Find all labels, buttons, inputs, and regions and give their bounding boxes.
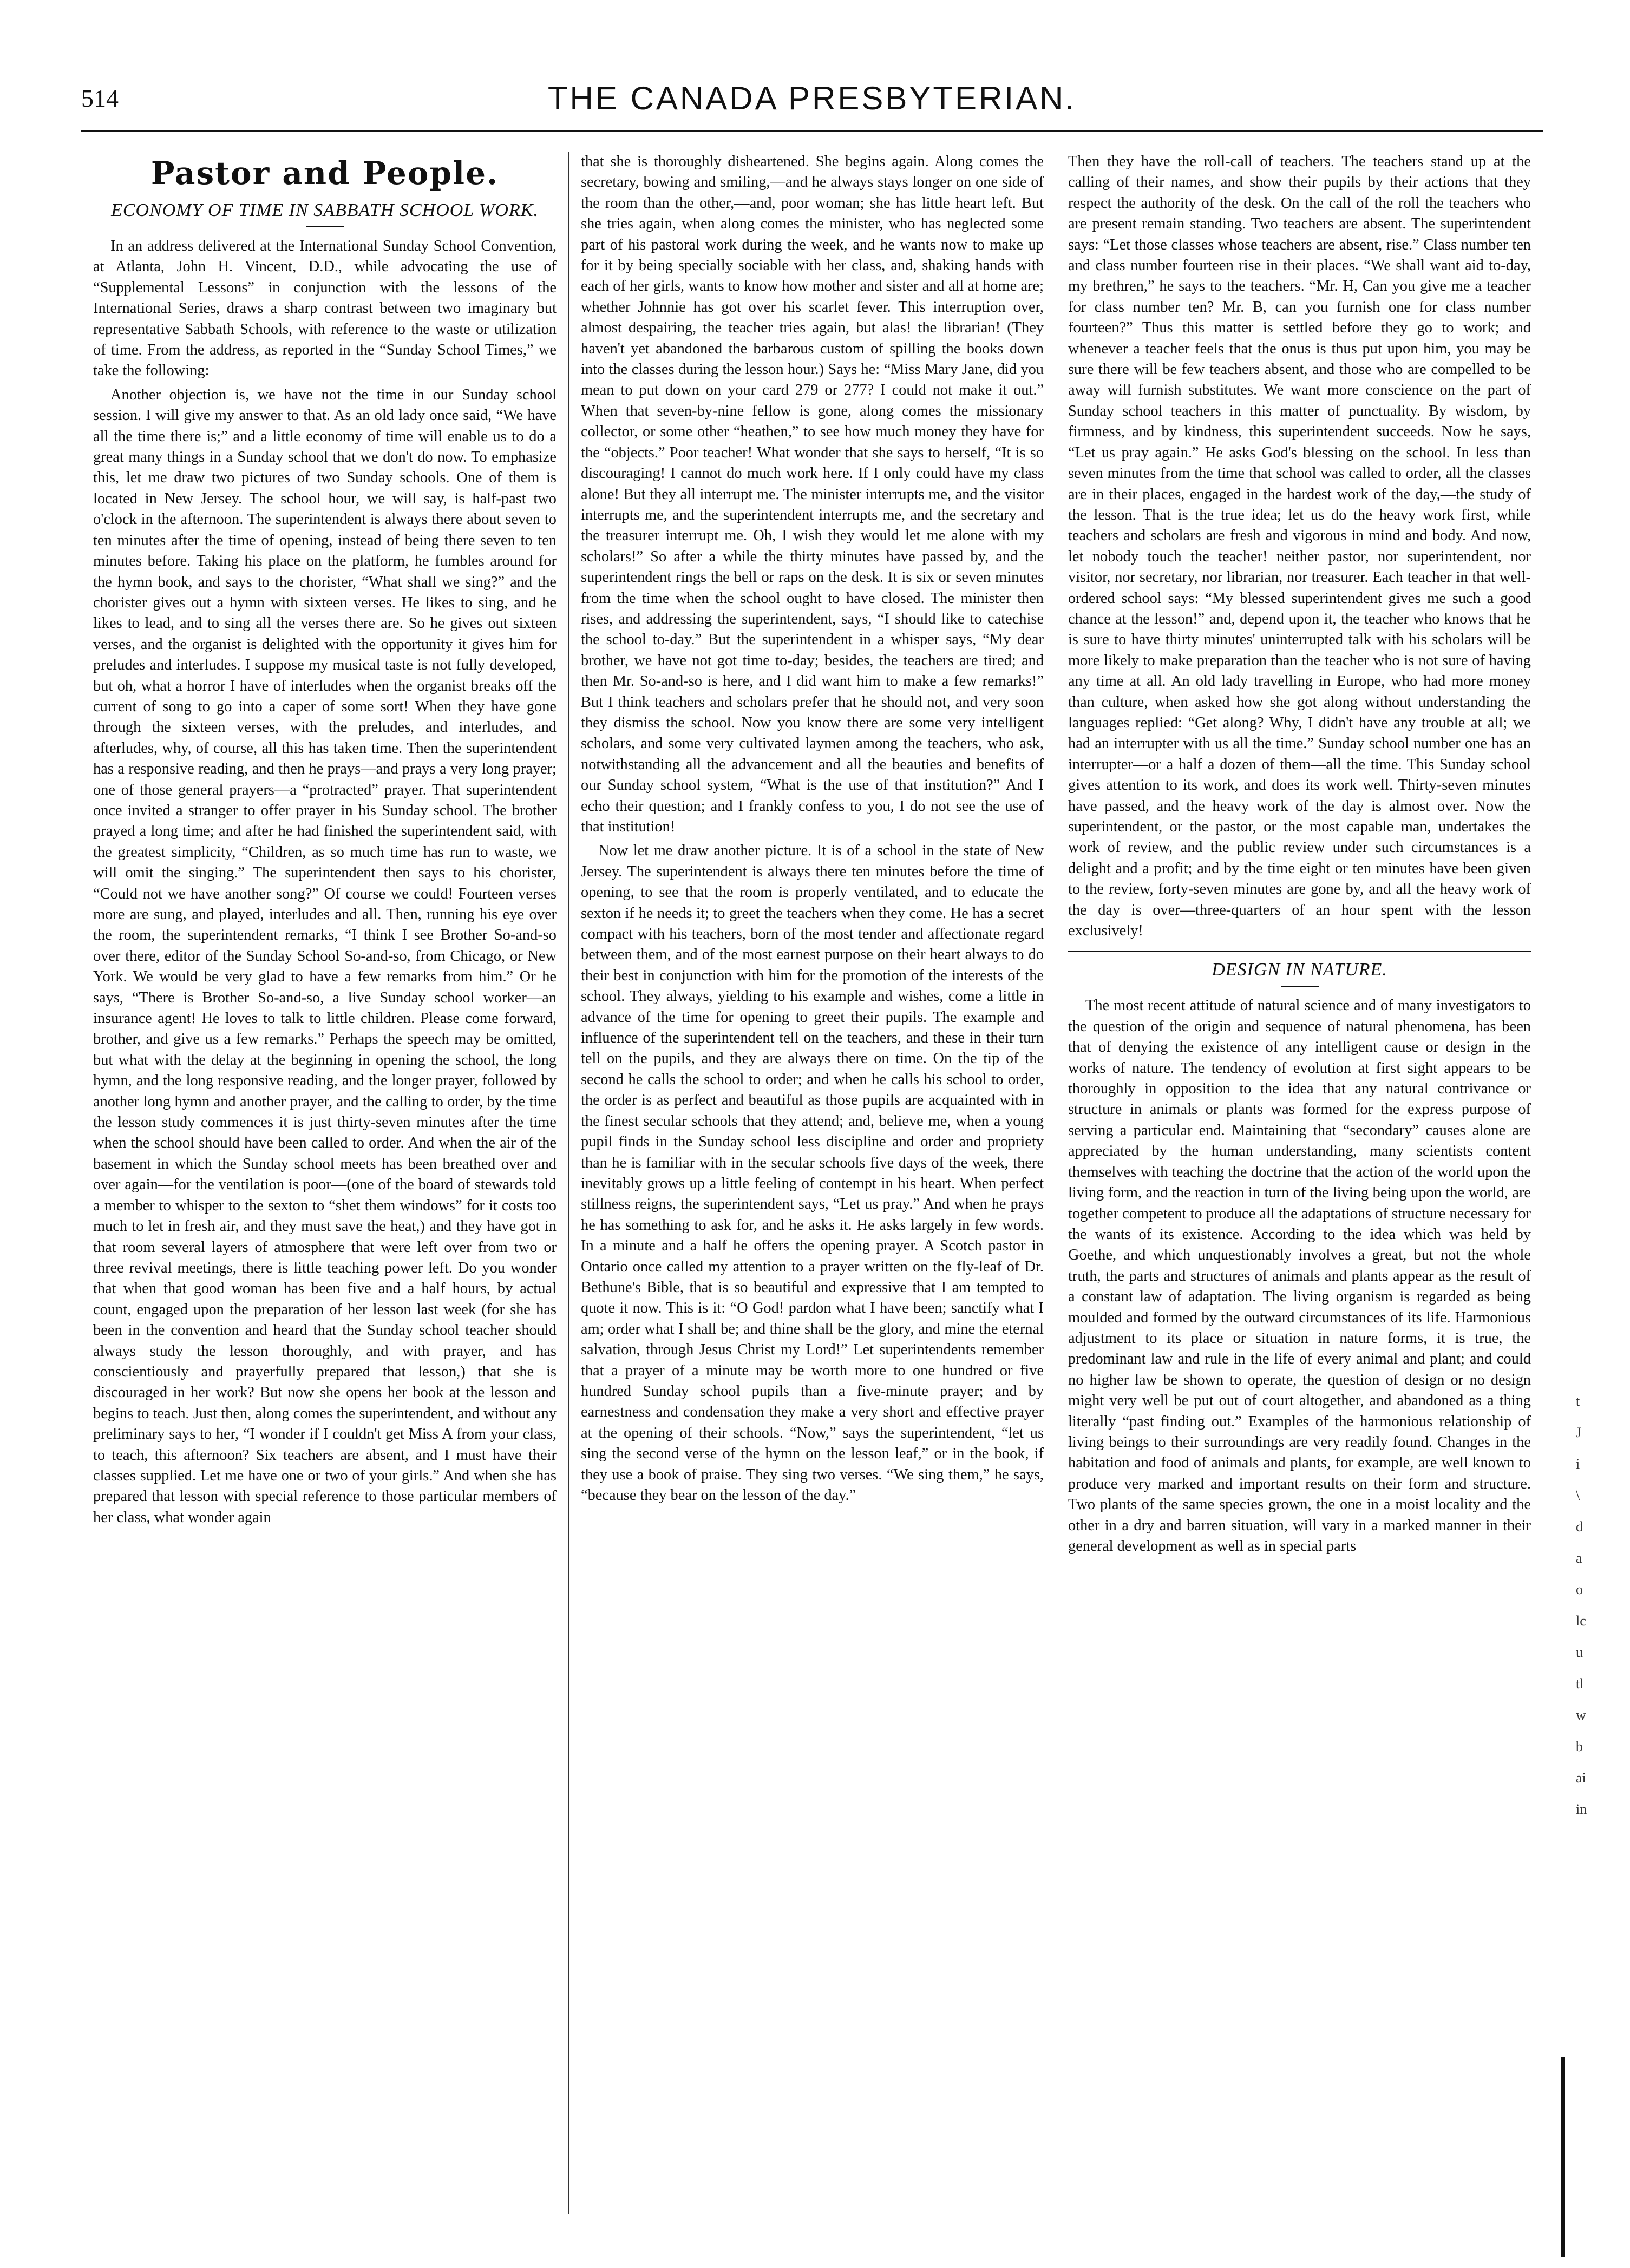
margin-fragments [1576, 1386, 1608, 1825]
article-paragraph: In an address delivered at the International Sunday School Convention, at Atlanta, John H. Vincent, D.D., while advocating the use of “Supplemental Lessons” in conjunction with the lessons of the International Series, draws a sharp contrast between two imaginary but representative Sabbath Schools, with reference to the waste or utilization of time. From the address, as reported in the “Sunday School Times,” we take the following: [93, 238, 557, 379]
column-3 [1056, 152, 1543, 2214]
margin-fragment: ai [1576, 1770, 1586, 1786]
margin-fragment: w [1576, 1707, 1586, 1723]
margin-fragment: tl [1576, 1676, 1584, 1692]
column-2 [568, 152, 1056, 2214]
column-1 [81, 152, 568, 2214]
header-rule [81, 130, 1543, 135]
margin-fragment: i [1576, 1456, 1580, 1472]
margin-fragment: in [1576, 1801, 1587, 1817]
margin-fragment: o [1576, 1582, 1583, 1597]
masthead-title: THE CANADA PRESBYTERIAN. [547, 80, 1077, 116]
text-columns [81, 152, 1543, 2214]
article-paragraph: Now let me draw another picture. It is of a school in the state of New Jersey. The superintendent is always there ten minutes before the time of opening, to see that the room is properly ventilated, and to educate the sexton if he needs it; to greet the teachers when they come. He has a secret compact with his teachers, born of the most tender and affectionate regard between them, and of the most earnest purpose on their heart always to do their best in conjunction with him for the promotion of the interests of the school. They always, yielding to his example and wishes, come a little in advance of the time for opening to greet their pupils. The example and influence of the superintendent tell on the teachers, and these in their turn tell on the pupils, and they are always there on time. On the tip of the second he calls the school to order; and when he calls his school to order, the order is as perfect and beautiful as those pupils are acquainted with in the finest secular schools that they attend; and, believe me, when a young pupil finds in the Sunday school less discipline and order and propriety than he is familiar with in the secular schools five days of the week, there inevitably grows up a little feeling of contempt in his heart. When perfect stillness reigns, the superintendent says, “Let us pray.” And when he prays he has something to ask for, and he asks it. He asks largely in few words. In a minute and a half he offers the opening prayer. A Scotch pastor in Ontario once called my attention to a prayer written on the fly-leaf of Dr. Bethune's Bible, that is so beautiful and expressive that I am tempted to quote it now. This is it: “O God! pardon what I have been; sanctify what I am; order what I shall be; and thine shall be the glory, and mine the eternal salvation, through Jesus Christ my Lord!” Let superintendents remember that a prayer of a minute may be worth more to one hundred or five hundred Sunday school pupils than a five-minute prayer; and by earnestness and condensation they make a very short and effective prayer at the opening of their schools. “Now,” says the superintendent, “let us sing the second verse of the hymn on the lesson leaf,” or in the book, if they use a book of praise. They sing two verses. “We sing them,” he says, “because they bear on the lesson of the day.” [581, 842, 1044, 1504]
binding-shadow [1561, 2057, 1565, 2257]
title-divider [306, 226, 344, 227]
article-paragraph: Another objection is, we have not the time in our Sunday school session. I will give my answer to that. As an old lady once said, “We have all the time there is;” and a little economy of time will enable us to do a great many things in a Sunday school that we don't do now. To emphasize this, let me draw two pictures of two Sunday schools. One of them is located in New Jersey. The school hour, we will say, is half-past two o'clock in the afternoon. The superintendent is always there about seven to ten minutes after the time of opening, instead of being there seven to ten minutes before. Taking his place on the platform, he fumbles around for the hymn book, and says to the chorister, “What shall we sing?” and the chorister gives out a hymn with sixteen verses. He likes to sing, and he likes to lead, and to sing all the verses there are. So he gives out sixteen verses, and the organist is delighted with the opportunity it gives him for preludes and interludes. I suppose my musical taste is not fully developed, but oh, what a horror I have of interludes when the organist breaks off the current of song to go into a caper of some sort! When they have gone through the sixteen verses, with the preludes, and interludes, and afterludes, why, of course, all this has taken time. Then the superintendent has a responsive reading, and then he prays—and prays a very long prayer; one of those general prayers—a “protracted” prayer. That superintendent once invited a stranger to offer prayer in his Sunday school. The brother prayed a long time; and after he had finished the superintendent said, with the greatest simplicity, “Children, as so much time has run to waste, we will omit the singing.” The superintendent then says to his chorister, “Could not we have another song?” Of course we could! Fourteen verses more are sung, and played, interludes and all. Then, running his eye over the room, the superintendent remarks, “I think I see Brother So-and-so over there, editor of the Sunday School So-and-so, from Chicago, or New York. We would be very glad to have a few remarks from him.” Or he says, “There is Brother So-and-so, a live Sunday school worker—an insurance agent! He loves to talk to little children. Please come forward, brother, and give us a few remarks.” Perhaps the speech may be omitted, but what with the delay at the beginning in opening the school, the long hymn, and the long responsive reading, and the longer prayer, followed by another long hymn and another prayer, and the calling to order, by the time the lesson study commences it is just thirty-seven minutes after the time when the school should have been called to order. And when the air of the basement in which the Sunday school meets has been breathed over and over again—for the ventilation is poor—(one of the board of stewards told a member to whisper to the sexton to “shet them windows” for it costs too much to let in fresh air, and they must save the heat,) and they have got in that room several layers of atmosphere that were left over from two or three revival meetings, there is little teaching power left. Do you wonder that when that good woman has been five and a half hours, by actual count, engaged upon the preparation of her lesson last week (for she has been in the convention and heard that the Sunday school teacher should always study the lesson thoroughly, and with prayer, and has conscientiously and prayerfully prepared that lesson,) that she is discouraged in her work? But now she opens her book at the lesson and begins to teach. Just then, along comes the superintendent, and without any preliminary says to her, “I wonder if I couldn't get Miss A from your class, to teach, this afternoon? Six teachers are absent, and I must have their classes supplied. Let me have one or two of your girls.” And when she has prepared that lesson with special reference to those particular members of her class, what wonder again [93, 386, 557, 1526]
article-paragraph: that she is thoroughly disheartened. She begins again. Along comes the secretary, bowing and smiling,—and he always stays longer on one side of the room than the other,—and, poor woman; she has little heart left. But she tries again, when along comes the minister, who has neglected some part of his pastoral work during the week, and he wants now to make up for it by being specially sociable with her class, and, shaking hands with each of her girls, wants to know how mother and sister and all at home are; whether Johnnie has got over his scarlet fever. This interruption over, almost despairing, the teacher tries again, but alas! the librarian! (They haven't yet abandoned the barbarous custom of spilling the books down into the classes during the lesson hour.) Says he: “Miss Mary Jane, did you mean to put down on your card 279 or 277? I could not make it out.” When that seven-by-nine fellow is gone, along comes the missionary collector, or some other “heathen,” to see how much money they have for the “objects.” Poor teacher! What wonder that she says to herself, “It is so discouraging! I cannot do much work here. If I only could have my class alone! But they all interrupt me. The minister interrupts me, and the visitor interrupts me, and the superintendent interrupts me, and the secretary and the treasurer interrupt me. Oh, I wish they would let me alone with my scholars!” So after a while the thirty minutes have passed by, and the superintendent rings the bell or raps on the desk. It is six or seven minutes from the time when the school ought to have closed. The minister then rises, and addressing the superintendent, says, “I should like to catechise the school to-day.” But the superintendent in a whisper says, “My dear brother, we have not got time to-day; besides, the teachers are tired; and then Mr. So-and-so is here, and I did want him to make a few remarks!” But I think teachers and scholars prefer that he should not, and very soon they dismiss the school. Now you know there are some very intelligent scholars, and some very cultivated laymen among the teachers, who ask, notwithstanding all the advancement and all the beauties and benefits of our Sunday school system, “What is the use of that institution?” And I echo their question; and I frankly confess to you, I do not see the use of that institution! [581, 153, 1044, 835]
newspaper-page [81, 76, 1543, 2219]
margin-fragment: \ [1576, 1487, 1580, 1503]
margin-fragment: a [1576, 1550, 1582, 1566]
margin-fragment: J [1576, 1425, 1582, 1440]
page-number: 514 [81, 84, 119, 112]
article-title-design: DESIGN IN NATURE. [1212, 960, 1387, 980]
margin-fragment: t [1576, 1393, 1580, 1409]
article-paragraph: The most recent attitude of natural science and of many investigators to the question of the origin and sequence of natural phenomena, has been that of denying the existence of any intelligent cause or design in the works of nature. The tendency of evolution at first sight appears to be thoroughly in opposition to the idea that any natural contrivance or structure in animals or plants was formed for the express purpose of serving a particular end. Maintaining that “secondary” causes alone are appreciated by the human understanding, many scientists content themselves with teaching the doctrine that the action of the world upon the living form, and the reaction in turn of the living being upon the world, are together competent to produce all the adaptations of structure necessary for the wants of its existence. According to the idea which was held by Goethe, and which unquestionably involves a great, but not the whole truth, the parts and structures of animals and plants appear as the result of a constant law of adaptation. The living organism is regarded as being moulded and formed by the outward circumstances of its life. Harmonious adjustment to its place or situation in nature forms, it is true, the predominant law and rule in the life of every animal and plant; and could no higher law be shown to operate, the question of design or no design might very well be put out of court altogether, and abandoned as a thing literally “past finding out.” Examples of the harmonious relationship of living beings to their surroundings are very readily found. Changes in the habitation and food of animals and plants, for example, are well known to produce very marked and important results on their form and structure. Two plants of the same species grown, the one in a moist locality and the other in a dry and barren situation, will vary in a marked manner in their general development as well as in special parts [1068, 997, 1531, 1555]
margin-fragment: u [1576, 1644, 1583, 1660]
article-title-economy: ECONOMY OF TIME IN SABBATH SCHOOL WORK. [111, 200, 539, 220]
margin-fragment: lc [1576, 1613, 1586, 1629]
department-heading: Pastor and People. [150, 155, 499, 192]
article-divider [1068, 951, 1531, 952]
article-paragraph: Then they have the roll-call of teachers. The teachers stand up at the calling of their names, and show their pupils by their actions that they respect the authority of the desk. On the call of the roll the teachers who are present remain standing. Two teachers are absent. The superintendent says: “Let those classes whose teachers are absent, rise.” Class number ten and class number fourteen rise in their places. “We shall want aid to-day, my brethren,” he says to the teachers. “Mr. H, Can you give me a teacher for class number ten? Mr. B, can you furnish one for class number fourteen?” Thus this matter is settled before they go to work; and whenever a teacher feels that the onus is thus put upon him, you may be sure there will be few teachers absent, and those who are compelled to be away will furnish substitutes. We want more conscience on the part of Sunday school teachers in this matter of punctuality. By wisdom, by firmness, and by kindness, this superintendent succeeds. Now he says, “Let us pray again.” He asks God's blessing on the school. In less than seven minutes from the time that school was called to order, all the classes are in their places, engaged in the hardest work of the day,—the study of the lesson. That is the true idea; let us do the heavy work first, while teachers and scholars are fresh and vigorous in mind and body. And now, let nobody touch the teacher! neither pastor, nor superintendent, nor visitor, nor secretary, nor librarian, nor treasurer. Each teacher in that well-ordered school says: “My blessed superintendent gives me such a good chance at the lesson!” and, depend upon it, the teacher who knows that he is sure to have thirty minutes' uninterrupted talk with his scholars will be more likely to make preparation than the teacher who is not sure of having any time at all. An old lady travelling in Europe, who had more money than culture, when asked how she got along without understanding the languages replied: “Get along? Why, I didn't have any trouble at all; we had an interrupter with us all the time.” Sunday school number one has an interrupter—or a half a dozen of them—all the time. This Sunday school gives attention to its work, and does its work well. Thirty-seven minutes have passed, and the heavy work of the day is almost over. Now the superintendent, or the pastor, or the most capable man, undertakes the work of review, and the public review under such circumstances is a delight and a profit; and by the time eight or ten minutes have been given to the review, forty-seven minutes are gone by, and all the heavy work of the day is over—three-quarters of an hour spent with the lesson exclusively! [1068, 153, 1531, 940]
title-divider [1281, 986, 1319, 987]
margin-fragment: d [1576, 1519, 1583, 1535]
margin-fragment: b [1576, 1739, 1583, 1754]
page-header [81, 76, 1543, 121]
